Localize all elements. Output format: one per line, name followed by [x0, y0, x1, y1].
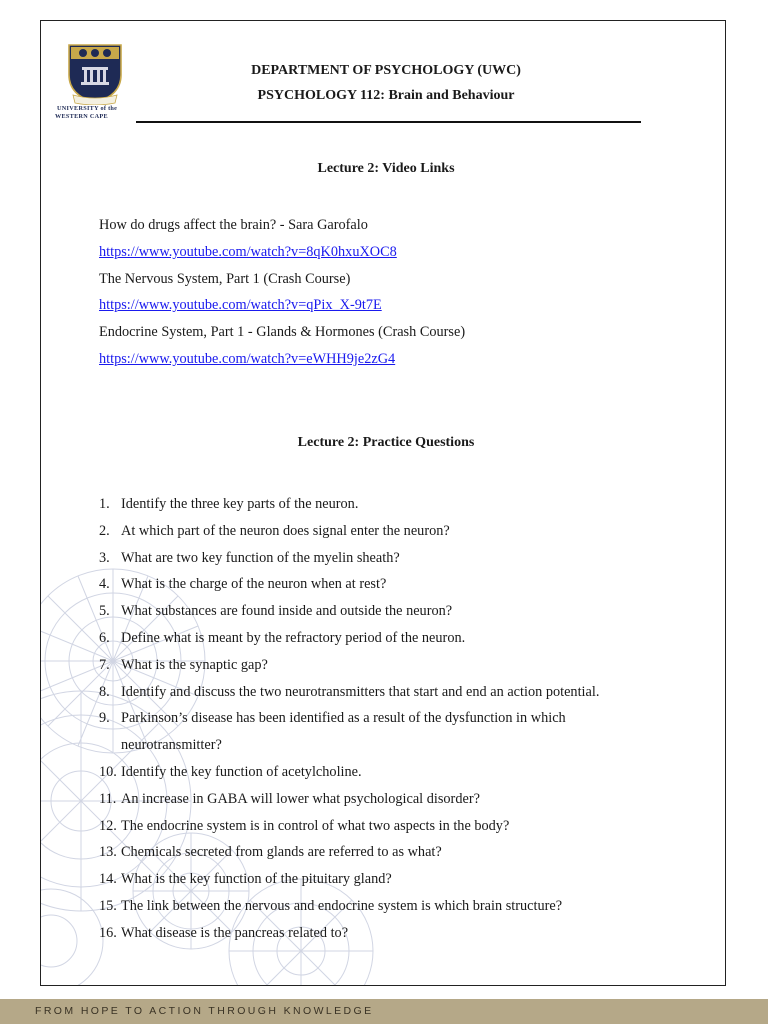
question-text: Define what is meant by the refractory period of the neuron.	[121, 629, 466, 646]
question-number: 13.	[99, 844, 117, 861]
video-link[interactable]: https://www.youtube.com/watch?v=qPix_X-9t7E	[99, 297, 382, 314]
video-links-heading: Lecture 2: Video Links	[317, 161, 455, 176]
header-divider	[136, 121, 641, 123]
video-link[interactable]: https://www.youtube.com/watch?v=eWHH9je2zG4	[99, 350, 396, 367]
question-item	[99, 679, 699, 706]
question-text: What substances are found inside and outside the neuron?	[121, 603, 453, 620]
video-title: How do drugs affect the brain? - Sara Garofalo	[99, 217, 368, 233]
question-text: What is the synaptic gap?	[121, 656, 268, 673]
footer-band	[0, 999, 768, 1024]
question-text: What disease is the pancreas related to?	[121, 924, 349, 941]
question-number: 10.	[99, 763, 117, 780]
question-text: An increase in GABA will lower what psychological disorder?	[121, 790, 480, 807]
question-item	[99, 625, 699, 652]
question-item	[99, 545, 699, 572]
question-item	[99, 759, 699, 786]
question-item	[99, 920, 699, 947]
university-name-line1: UNIVERSITY of the	[57, 105, 118, 112]
video-links-list	[99, 212, 659, 373]
question-number: 1.	[99, 496, 110, 512]
question-text: What is the charge of the neuron when at rest?	[121, 576, 387, 593]
question-text: What is the key function of the pituitary gland?	[121, 871, 392, 888]
video-title: Endocrine System, Part 1 - Glands & Hormones (Crash Course)	[99, 324, 466, 341]
question-item	[99, 598, 699, 625]
question-number: 16.	[99, 924, 117, 941]
question-text: What are two key function of the myelin sheath?	[121, 549, 400, 566]
question-text: The endocrine system is in control of what two aspects in the body?	[121, 817, 510, 834]
question-item	[99, 518, 699, 545]
question-number: 15.	[99, 897, 117, 914]
question-number: 14.	[99, 871, 117, 888]
question-item	[99, 866, 699, 893]
question-number: 4.	[99, 576, 110, 593]
question-text: Identify the key function of acetylcholine.	[121, 763, 362, 780]
question-text: Identify and discuss the two neurotransmitters that start and end an action potential.	[121, 683, 600, 700]
question-item	[99, 491, 699, 518]
question-item	[99, 652, 699, 679]
question-number: 5.	[99, 603, 110, 620]
question-item	[99, 813, 699, 840]
question-text: The link between the nervous and endocrine system is which brain structure?	[121, 897, 563, 914]
document-page	[40, 20, 726, 986]
university-name-line2: WESTERN CAPE	[55, 113, 108, 120]
question-item	[99, 705, 699, 759]
question-text: At which part of the neuron does signal enter the neuron?	[121, 522, 450, 539]
question-number: 9.	[99, 710, 110, 727]
footer-motto: FROM HOPE TO ACTION THROUGH KNOWLEDGE	[35, 1005, 374, 1017]
question-item	[99, 839, 699, 866]
question-number: 3.	[99, 549, 110, 566]
practice-questions-list	[99, 491, 699, 947]
question-number: 2.	[99, 522, 110, 539]
university-wordmark	[55, 105, 139, 121]
video-link[interactable]: https://www.youtube.com/watch?v=8qK0hxuXOC8	[99, 243, 397, 260]
question-number: 8.	[99, 683, 110, 700]
question-number: 12.	[99, 817, 117, 834]
question-text: Chemicals secreted from glands are referred to as what?	[121, 844, 442, 861]
video-title: The Nervous System, Part 1 (Crash Course)	[99, 270, 351, 287]
question-text: Identify the three key parts of the neuron.	[121, 496, 359, 512]
question-item	[99, 571, 699, 598]
question-item	[99, 786, 699, 813]
practice-questions-heading: Lecture 2: Practice Questions	[297, 435, 475, 450]
question-number: 11.	[99, 790, 117, 807]
question-text: Parkinson’s disease has been identified as a result of the dysfunction in which neurotransmitter?	[121, 710, 566, 754]
university-crest-logo	[65, 37, 125, 105]
question-number: 6.	[99, 629, 110, 646]
department-title: DEPARTMENT OF PSYCHOLOGY (UWC)	[251, 63, 521, 78]
question-item	[99, 893, 699, 920]
course-title: PSYCHOLOGY 112: Brain and Behaviour	[257, 88, 515, 103]
question-number: 7.	[99, 656, 110, 673]
